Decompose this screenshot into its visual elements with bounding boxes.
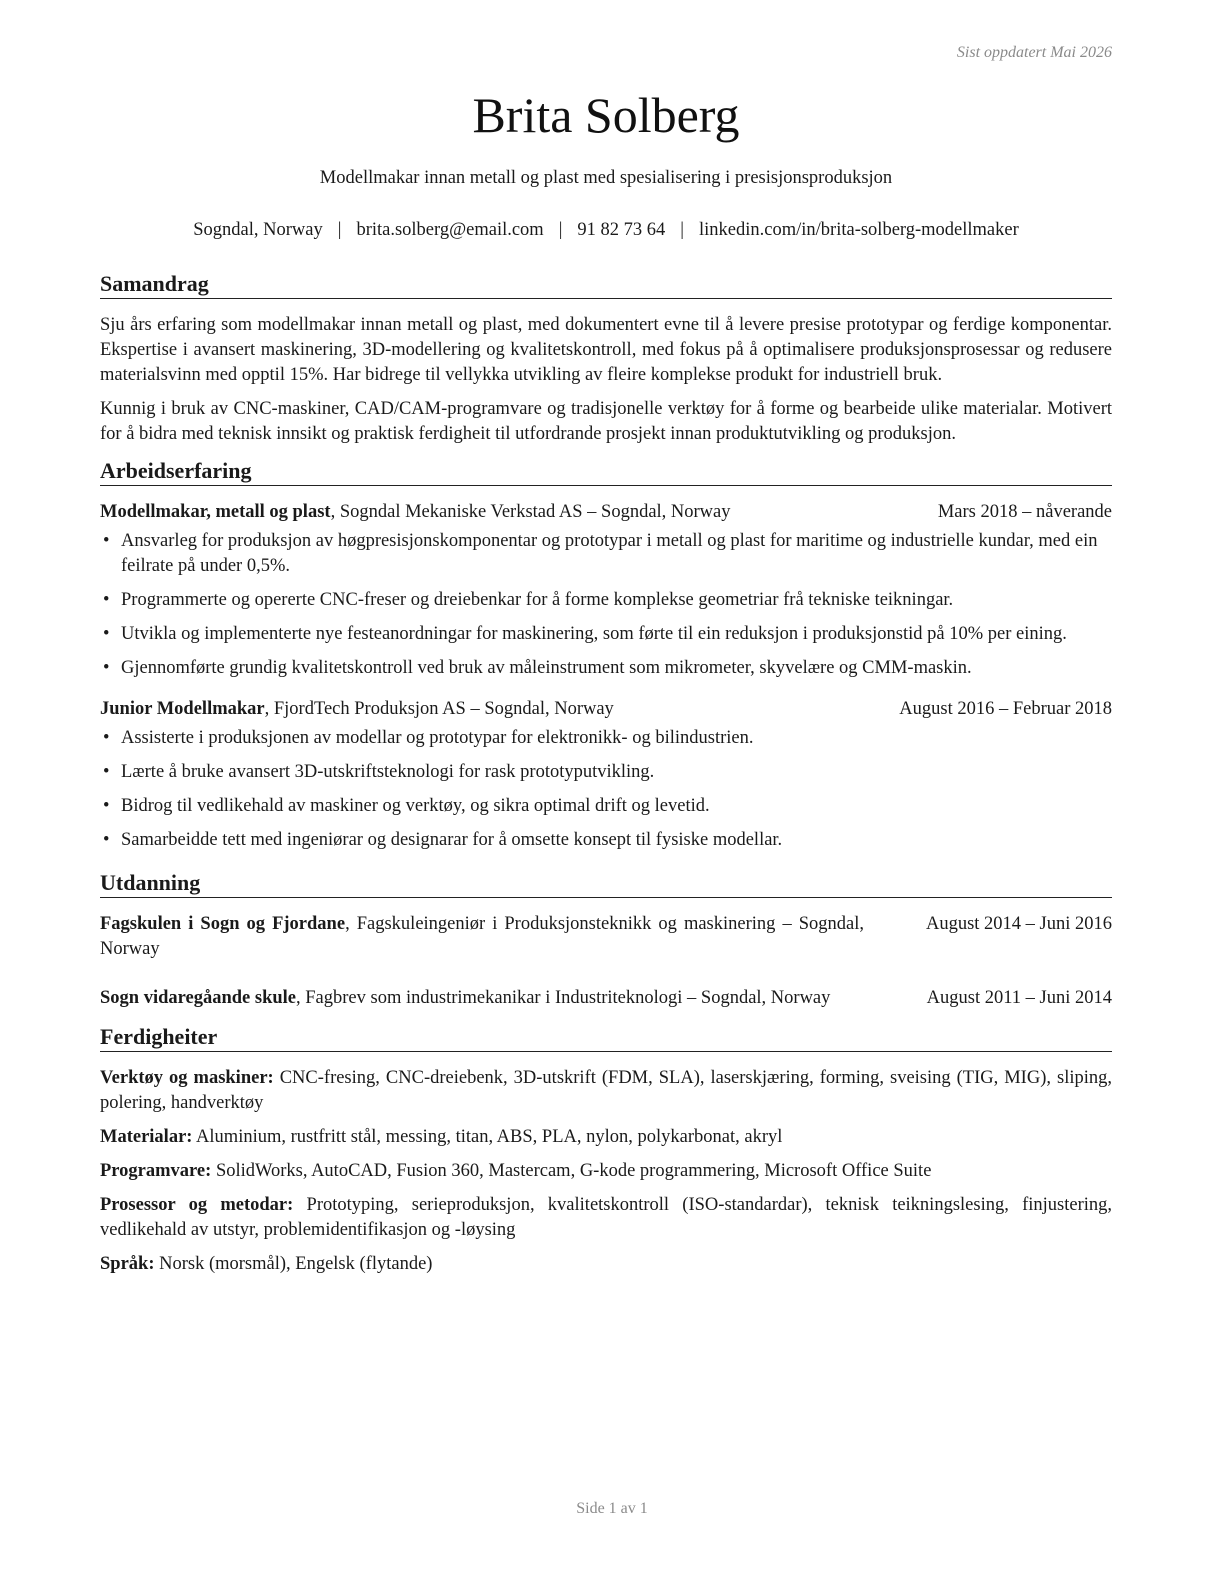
skill-label: Prosessor og metodar: [100,1195,294,1215]
education-entry [100,986,1112,1011]
list-item: • Programmerte og opererte CNC-freser og dreiebenkar for å forme komplekse geometriar frå tekniske teikningar. [100,588,1112,613]
list-item: • Ansvarleg for produksjon av høgpresisjonskomponentar og prototypar i metall og plast for maritime og industrielle kundar, med ein feilrate på under 0,5%. [100,529,1112,579]
school-name: Fagskulen i Sogn og Fjordane [100,914,346,934]
skill-label: Språk: [100,1254,155,1274]
contact-separator: | [337,220,342,240]
job-employer: , FjordTech Produksjon AS – Sogndal, Norway [264,699,614,719]
email-link[interactable]: brita.solberg@email.com [356,220,544,240]
skill-line [100,1066,1112,1116]
skill-line [100,1125,1112,1150]
job-role: Modellmakar, metall og plast [100,502,331,522]
location: Sogndal, Norway [193,220,323,240]
job-role: Junior Modellmakar [100,699,265,719]
section-heading-education: Utdanning [100,869,1112,898]
last-updated: Sist oppdatert Mai 2026 [956,44,1112,61]
list-item: • Bidrog til vedlikehald av maskiner og verktøy, og sikra optimal drift og levetid. [100,794,1112,819]
job-dates: Mars 2018 – nåverande [937,502,1112,522]
education-section [100,869,1112,1011]
job-title-line [100,697,876,722]
education-title-line [100,912,882,962]
skill-value: Prototyping, serieproduksjon, kvalitetskontroll (ISO-standardar), teknisk teikningslesing, finjustering, vedlikehald av utstyr, problemidentifikasjon og -løysing [100,1195,1112,1240]
summary-section [100,270,1112,447]
contact-separator: | [558,220,563,240]
experience-section [100,457,1112,853]
job-entry [100,500,1112,681]
job-employer: , Sogndal Mekaniske Verkstad AS – Sogndal, Norway [330,502,731,522]
linkedin-link[interactable]: linkedin.com/in/brita-solberg-modellmaker [699,220,1019,240]
contact-line [100,220,1112,241]
job-title-line [100,500,878,525]
list-item: • Gjennomførte grundig kvalitetskontroll ved bruk av måleinstrument som mikrometer, skyvelære og CMM-maskin. [100,656,1112,681]
phone-number: 91 82 73 64 [577,220,666,240]
skill-value: CNC-fresing, CNC-dreiebenk, 3D-utskrift (FDM, SLA), laserskjæring, forming, sveising (TIG, MIG), sliping, polering, handverktøy [100,1068,1112,1113]
degree-detail: , Fagskuleingeniør i Produksjonsteknikk og maskinering – Sogndal, Norway [100,914,864,959]
list-item: • Utvikla og implementerte nye festeanordningar for maskinering, som førte til ein reduksjon i produksjonstid på 10% per eining. [100,622,1112,647]
summary-paragraph: Kunnig i bruk av CNC-maskiner, CAD/CAM-programvare og tradisjonelle verktøy for å forme og bearbeide ulike materialar. Motivert for å bidra med teknisk innsikt og praktisk ferdigheit til utfordrande prosjekt innan produktutvikling og produksjon. [100,399,1112,444]
job-bullets [100,726,1112,853]
skill-value: SolidWorks, AutoCAD, Fusion 360, Mastercam, G-kode programmering, Microsoft Office Suite [211,1161,932,1181]
skill-value: Norsk (morsmål), Engelsk (flytande) [154,1254,433,1274]
job-header [100,500,1112,525]
education-entry [100,912,1112,962]
resume-content [100,270,1112,1287]
candidate-name: Brita Solberg [472,87,740,143]
list-item: • Samarbeidde tett med ingeniørar og designarar for å omsette konsept til fysiske modellar. [100,828,1112,853]
list-item: • Assisterte i produksjonen av modellar og prototypar for elektronikk- og bilindustrien. [100,726,1112,751]
skill-line [100,1252,1112,1277]
contact-separator: | [680,220,685,240]
section-heading-skills: Ferdigheiter [100,1023,1112,1052]
skill-label: Verktøy og maskiner: [100,1068,274,1088]
skill-value: Aluminium, rustfritt stål, messing, titan, ABS, PLA, nylon, polykarbonat, akryl [192,1127,783,1147]
section-heading-experience: Arbeidserfaring [100,457,1112,486]
tagline: Modellmakar innan metall og plast med spesialisering i presisjonsproduksjon [319,168,893,188]
skill-label: Programvare: [100,1161,212,1181]
education-dates: August 2011 – Juni 2014 [926,988,1112,1008]
skill-line [100,1159,1112,1184]
skills-section [100,1023,1112,1277]
degree-detail: , Fagbrev som industrimekanikar i Industriteknologi – Sogndal, Norway [296,988,831,1008]
education-title-line [100,986,882,1011]
school-name: Sogn vidaregåande skule [100,988,297,1008]
summary-paragraph: Sju års erfaring som modellmakar innan metall og plast, med dokumentert evne til å levere presise prototypar og ferdige komponentar. Ekspertise i avansert maskinering, 3D-modellering og kvalitetskontroll, med fokus på å optimalisere produksjonsprosessar og redusere materialsvinn med opptil 15%. Har bidrege til vellykka utvikling av fleire komplekse produkt for industriell bruk. [100,315,1112,385]
education-dates: August 2014 – Juni 2016 [925,914,1112,934]
job-entry [100,697,1112,853]
list-item: • Lærte å bruke avansert 3D-utskriftsteknologi for rask prototyputvikling. [100,760,1112,785]
skill-label: Materialar: [100,1127,193,1147]
skill-line [100,1193,1112,1243]
page-number: Side 1 av 1 [576,1500,648,1517]
job-header [100,697,1112,722]
job-dates: August 2016 – Februar 2018 [899,699,1112,719]
job-bullets [100,529,1112,681]
section-heading-summary: Samandrag [100,270,1112,299]
